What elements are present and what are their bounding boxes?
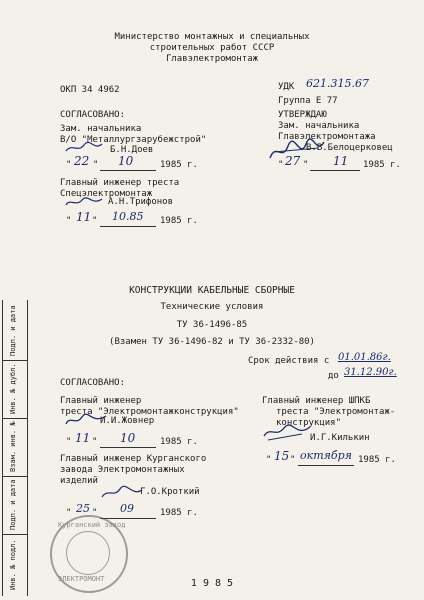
replaces-note: (Взамен ТУ 36-1496-82 и ТУ 36-2332-80) <box>109 337 315 347</box>
margin-cell-5: Инв. № подл. <box>9 539 17 590</box>
agreed-trust-date-line <box>100 226 156 227</box>
okp-code: ОКП 34 4962 <box>60 85 120 95</box>
agreed-right-date-close-quote: " <box>290 455 296 465</box>
margin-cell-1: Подп. и дата <box>9 305 17 356</box>
margin-cell-4: Подп. и дата <box>9 479 17 530</box>
agreed-top-date-day: 22 <box>74 154 90 168</box>
agreed-left1-name: И.И.Жовнер <box>100 416 155 426</box>
approved-date-year: 1985 г. <box>363 160 401 170</box>
agreed-left1-line-1: Главный инженер <box>60 396 142 406</box>
approved-line-2: Главэлектромонтажа <box>278 132 376 142</box>
udk-value: 621.315.67 <box>306 77 369 90</box>
agreed-trust-line-1: Главный инженер треста <box>60 178 180 188</box>
agreed-right-line-1: Главный инженер ШПКБ <box>262 396 371 406</box>
agreed-left2-line-2: завода Электромонтажных <box>60 465 185 475</box>
approved-line-1: Зам. начальника <box>278 121 360 131</box>
stamp-text-top: Курганский завод <box>58 521 126 529</box>
agreed-left1-date-day: 11 <box>75 431 91 445</box>
agreed-bottom-title: СОГЛАСОВАНО: <box>60 378 126 388</box>
stamp-text-bottom: ЭЛЕКТРОМОНТ <box>58 575 105 583</box>
agreed-trust-date-close-quote: " <box>92 216 98 226</box>
approved-title: УТВЕРЖДАЮ <box>278 110 327 120</box>
approved-date-line <box>310 170 360 171</box>
agreed-top-date-year: 1985 г. <box>160 160 198 170</box>
agreed-trust-line-2: Спецэлектромонтаж <box>60 189 153 199</box>
agreed-left2-date-open-quote: " <box>66 508 72 518</box>
agreed-right-date-year: 1985 г. <box>358 455 396 465</box>
agreed-right-date-open-quote: " <box>266 455 272 465</box>
agreed-right-date-day: 15 <box>274 449 290 463</box>
document-year: 1 9 8 5 <box>190 578 234 589</box>
validity-label: Срок действия с <box>248 356 330 366</box>
agreed-top-date-open-quote: " <box>66 160 72 170</box>
agreed-top-signature <box>64 141 104 155</box>
validity-from: 01.01.86г. <box>338 352 391 363</box>
agreed-top-date-close-quote: " <box>93 160 99 170</box>
ministry-line-1: Министерство монтажных и специальных <box>114 32 310 42</box>
agreed-left2-name: Г.О.Кроткий <box>140 487 200 497</box>
agreed-trust-name: А.Н.Трифонов <box>108 197 174 207</box>
document-title: КОНСТРУКЦИИ КАБЕЛЬНЫЕ СБОРНЫЕ <box>129 285 295 296</box>
agreed-left2-line-1: Главный инженер Курганского <box>60 454 207 464</box>
agreed-left2-date-close-quote: " <box>92 508 98 518</box>
approved-date-month: 11 <box>333 154 349 168</box>
approved-date-day: 27 <box>285 154 301 168</box>
agreed-left2-date-line <box>100 518 156 519</box>
agreed-left2-date-month: 09 <box>120 502 134 515</box>
margin-cell-3: Взам. инв. № <box>9 421 17 472</box>
agreed-right-line-3: конструкция" <box>276 418 342 428</box>
validity-to-label: до <box>328 371 339 381</box>
agreed-trust-date-day: 11 <box>76 210 92 224</box>
margin-cell-2: Инв. № дубл. <box>9 363 17 414</box>
approved-date-open-quote: " <box>278 160 284 170</box>
validity-to: 31.12.90г. <box>344 367 397 378</box>
approved-date-close-quote: " <box>303 160 309 170</box>
agreed-left1-date-year: 1985 г. <box>160 437 198 447</box>
agreed-trust-date-month: 10.85 <box>112 210 144 223</box>
agreed-right-date-month: октября <box>300 449 352 462</box>
agreed-trust-date-year: 1985 г. <box>160 216 198 226</box>
agreed-left1-date-open-quote: " <box>66 437 72 447</box>
agreed-top-title: СОГЛАСОВАНО: <box>60 110 126 120</box>
udk-label: УДК <box>278 82 295 92</box>
agreed-left1-date-close-quote: " <box>92 437 98 447</box>
group-code: Группа Е 77 <box>278 96 338 106</box>
round-stamp-inner <box>66 531 110 575</box>
inventory-margin-strip <box>2 300 28 596</box>
document-subtitle: Технические условия <box>160 302 264 312</box>
agreed-left2-signature <box>100 485 144 501</box>
agreed-right-name: И.Г.Килькин <box>310 433 370 443</box>
agreed-left1-date-month: 10 <box>120 431 136 445</box>
agreed-top-line-1: Зам. начальника <box>60 124 142 134</box>
agreed-left2-line-3: изделий <box>60 476 98 486</box>
agreed-right-signature <box>262 422 312 442</box>
agreed-left2-date-year: 1985 г. <box>160 508 198 518</box>
agreed-left1-date-line <box>100 447 156 448</box>
agreed-trust-date-open-quote: " <box>66 216 72 226</box>
agreed-top-name: Б.Н.Доев <box>110 145 154 155</box>
agreed-top-date-line <box>100 170 156 171</box>
ministry-line-2: строительных работ СССР <box>149 43 275 53</box>
agreed-top-line-2: В/О "Металлургзарубежстрой" <box>60 135 207 145</box>
agreed-right-line-2: треста "Электромонтаж- <box>276 407 396 417</box>
ministry-line-3: Главэлектромонтаж <box>165 54 259 64</box>
agreed-left1-line-2: треста "Электромонтажконструкция" <box>60 407 239 417</box>
agreed-top-date-month: 10 <box>118 154 134 168</box>
agreed-left2-date-day: 25 <box>76 502 90 515</box>
agreed-trust-signature <box>64 194 104 210</box>
approved-name: В.В.Белоцерковец <box>306 143 393 153</box>
agreed-right-date-line <box>298 465 354 466</box>
tu-number: ТУ 36-1496-85 <box>176 320 248 330</box>
